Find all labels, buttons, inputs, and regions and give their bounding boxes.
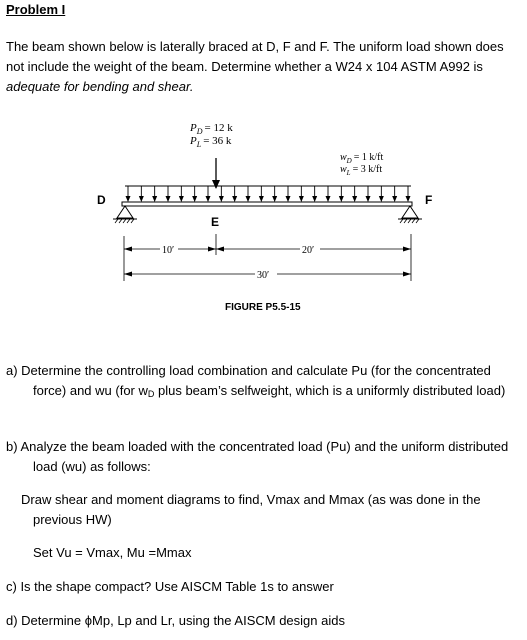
dim-20ft: 20′	[302, 245, 315, 256]
udl-arrowhead	[392, 196, 397, 202]
point-load-live-label: $P_L = 36$ k	[190, 135, 232, 149]
support-d	[113, 206, 137, 223]
udl-arrowhead	[339, 196, 344, 202]
label-d: D	[97, 193, 106, 207]
udl-arrowhead	[272, 196, 277, 202]
point-load-dead-label: $P_D = 12$ k	[190, 122, 233, 136]
udl-arrowhead	[366, 196, 371, 202]
udl-arrowhead	[259, 196, 264, 202]
dist-load-live-label: $w_L = 3$ k/ft	[340, 164, 383, 177]
figure-caption: FIGURE P5.5-15	[225, 302, 301, 313]
udl-arrowhead	[299, 196, 304, 202]
udl-arrowhead	[406, 196, 411, 202]
udl-arrowhead	[379, 196, 384, 202]
label-e: E	[211, 215, 220, 229]
udl-arrowhead	[286, 196, 291, 202]
udl-arrowhead	[192, 196, 197, 202]
udl-arrowhead	[219, 196, 224, 202]
label-f: F	[425, 193, 433, 207]
udl-arrowhead	[352, 196, 357, 202]
dim-30ft: 30′	[257, 270, 270, 281]
problem-heading: Problem I	[6, 2, 66, 17]
udl-arrowhead	[166, 196, 171, 202]
udl-arrowhead	[126, 196, 131, 202]
support-f	[398, 206, 422, 223]
question-d: d) Determine ϕMp, Lp and Lr, using the AISCM design aids	[6, 613, 345, 628]
question-a: a) Determine the controlling load combination and calculate Pu (for the concentrated force) and wu (for wD plus beam’s selfweight, which is a uniformly distributed load)	[6, 363, 506, 399]
question-c: c) Is the shape compact? Use AISCM Table 1s to answer	[6, 579, 334, 594]
beam-figure	[0, 118, 527, 318]
question-b-draw: Draw shear and moment diagrams to find, Vmax and Mmax (as was done in the previous HW)	[21, 492, 481, 527]
problem-statement-text: The beam shown below is laterally braced at D, F and F. The uniform load shown does not include the weight of the beam. Determine whether a W24 x 104 ASTM A992 is	[6, 39, 504, 74]
udl-arrowhead	[152, 196, 157, 202]
question-b-set: Set Vu = Vmax, Mu =Mmax	[33, 545, 192, 560]
udl-arrowhead	[312, 196, 317, 202]
udl-arrowhead	[206, 196, 211, 202]
dist-load-arrows	[126, 186, 411, 202]
question-b: b) Analyze the beam loaded with the concentrated load (Pu) and the uniform distributed load (wu) as follows:	[6, 439, 509, 474]
beam	[122, 202, 412, 206]
udl-arrowhead	[232, 196, 237, 202]
problem-statement-emphasis: adequate for bending and shear.	[6, 79, 194, 94]
udl-arrowhead	[179, 196, 184, 202]
dim-10ft: 10′	[162, 245, 175, 256]
udl-arrowhead	[326, 196, 331, 202]
udl-arrowhead	[139, 196, 144, 202]
dist-load-dead-label: $w_D = 1$ k/ft	[340, 152, 384, 165]
problem-statement	[6, 37, 521, 97]
udl-arrowhead	[246, 196, 251, 202]
